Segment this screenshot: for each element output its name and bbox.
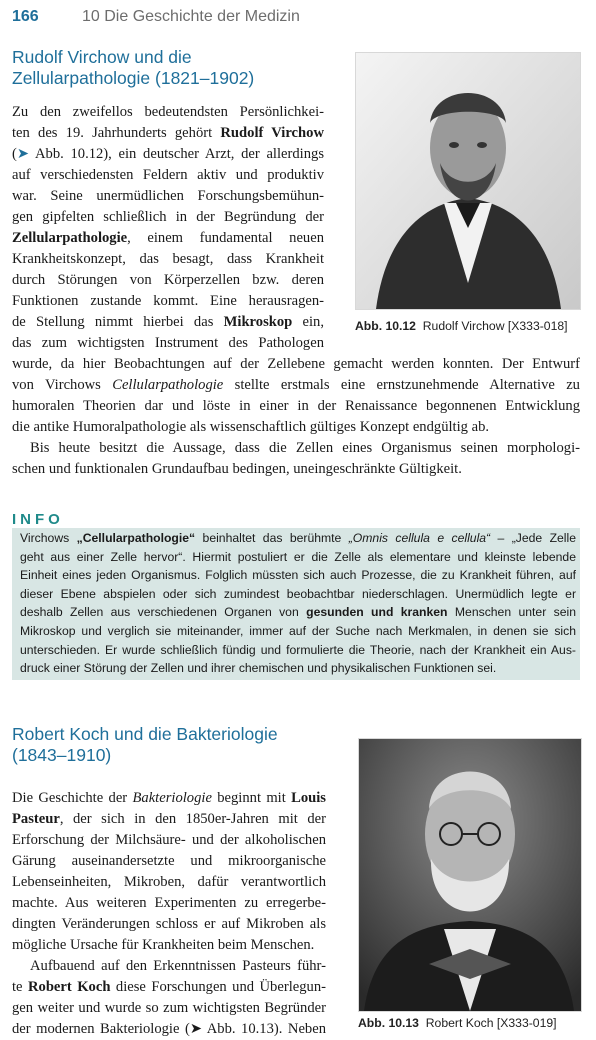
section-title-virchow [12, 47, 254, 89]
text-span: de Stellung nimmt hierbei das [12, 314, 214, 330]
figure-caption-text: Rudolf Virchow [X333-018] [422, 319, 568, 333]
info-line [20, 603, 576, 622]
section-title-line: Robert Koch und die Bakteriologie [12, 724, 278, 744]
text-line: gen weiter und wurde so zum wichtigsten Begründer [12, 1000, 326, 1016]
text-line [12, 788, 326, 809]
virchow-portrait [355, 52, 581, 310]
text-span: ( [12, 146, 17, 162]
text-line [12, 144, 324, 165]
info-line: dieser Ebene abspielen oder sich zumindest beobachtbar niederschlagen. Unermüdlich legte er [20, 586, 576, 601]
text-line: gen gipfelten schließlich in der Begründung der [12, 209, 324, 225]
bold-term: gesunden und kranken [306, 605, 448, 620]
text-span: – „Jede Zelle [490, 531, 576, 545]
bold-term: Robert Koch [27, 979, 111, 995]
info-line: geht aus einer Zelle hervor“. Hiermit postuliert er die Zelle als elementare und kleinste lebende [20, 549, 576, 564]
info-line [20, 529, 576, 548]
text-line: die antike Humoralpathologie als wissenschaftlich gültiges Konzept endgültig ab. [12, 419, 490, 435]
text-line: wurde, da hier Beobachtungen auf der Zellebene gemacht werden konnten. Der Entwurf [12, 356, 580, 372]
text-line [12, 375, 580, 396]
text-span: beginnt mit [211, 790, 292, 806]
text-line: Aufbauend auf den Erkenntnissen Pasteurs führ- [30, 958, 326, 974]
text-span: Menschen unter sein [447, 605, 576, 620]
info-text [20, 529, 576, 678]
page-number: 166 [12, 8, 39, 25]
text-span: stellte erstmals eine ernstzunehmende Alternative zu [223, 377, 580, 393]
text-span: beinhaltet das berühmte [195, 531, 349, 545]
text-span: Die Geschichte der [12, 790, 133, 806]
virchow-text-narrow [12, 102, 324, 354]
text-line: mögliche Ursache für Krankheiten beim Menschen. [12, 937, 315, 953]
chapter-title: 10 Die Geschichte der Medizin [82, 8, 300, 25]
italic-term: Bakteriologie [132, 790, 212, 806]
text-line: Erforschung der Milchsäure- und der alkoholischen [12, 832, 326, 848]
section-title-line: (1843–1910) [12, 745, 112, 765]
text-line: humoralen Theorien dar und löste in einer in der Renaissance begonnenen Entwicklung [12, 398, 580, 414]
text-line: Bis heute besitzt die Aussage, dass die Zellen eines Organismus seinen morphologi- [30, 440, 580, 456]
text-line: Zu den zweifellos bedeutendsten Persönlichkei- [12, 104, 324, 120]
info-label: INFO [12, 511, 64, 528]
bold-term: Pasteur [12, 811, 60, 827]
section-title-line: Rudolf Virchow und die [12, 47, 192, 67]
text-span: Virchows [20, 531, 77, 545]
bold-term: Zellularpathologie [12, 230, 128, 246]
section-title-koch [12, 724, 278, 766]
text-line: Lebenseinheiten, Mikroben, dafür verantwortlich [12, 874, 326, 890]
text-line [12, 809, 326, 830]
portrait-image [359, 739, 581, 1011]
text-line: war. Seine unermüdlichen Forschungsbemühun- [12, 188, 324, 204]
info-line: druck einer Störung der Zellen und ihrer chemischen und physikalischen Funktionen sei. [20, 661, 497, 676]
figure-label: Abb. 10.13 [358, 1016, 419, 1030]
text-line: Funktionen zustande kommt. Eine herausragen- [12, 293, 324, 309]
text-line: der modernen Bakteriologie (➤ Abb. 10.13). Neben [12, 1021, 326, 1037]
italic-term: Cellularpathologie [112, 377, 224, 393]
text-span: , einem fundamental neuen [127, 230, 324, 246]
text-line: schen und funktionalen Grundaufbau bedingen, uneingeschränkte Gültigkeit. [12, 461, 462, 477]
text-span: ten des 19. Jahrhunderts gehört [12, 125, 213, 141]
info-line: Einheit eines jeden Organismus. Folglich müssten sich auch Prozesse, die zu Krankheit führen, auf [20, 568, 576, 583]
bold-term: Mikroskop [223, 314, 293, 330]
info-line: unterschieden. Er wurde schließlich fündig und formulierte die Theorie, nach der Krankheit ein Aus- [20, 642, 576, 657]
text-line [12, 123, 324, 144]
figure-caption-text: Robert Koch [X333-019] [425, 1016, 557, 1030]
bold-term: Rudolf Virchow [220, 125, 324, 141]
info-box [12, 528, 580, 680]
text-line [12, 228, 324, 249]
section-title-line: Zellularpathologie (1821–1902) [12, 68, 255, 88]
text-span: deshalb Zellen aus verschiedenen Organen von [20, 605, 307, 620]
bold-term: Louis [291, 790, 326, 806]
text-span: von Virchows [12, 377, 101, 393]
info-line: Mikroskop und verglich sie miteinander, immer auf der Suche nach Merkmalen, in denen sie sich [20, 623, 576, 638]
figure-reference[interactable]: Abb. 10.12), ein deutscher Arzt, der allerdings [29, 146, 324, 162]
text-span: ein, [292, 314, 324, 330]
text-line: das zum wichtigsten Instrument des Pathologen [12, 335, 324, 351]
text-span: , der sich in den 1850er-Jahren mit der [59, 811, 326, 827]
text-line [12, 312, 324, 333]
text-line: dingten Veränderungen schloss er auf Mikroben als [12, 916, 326, 932]
text-line: Gärung auseinandersetzte und mikroorganische [12, 853, 326, 869]
text-line: machte. Aus weiteren Experimenten zu erregerbe- [12, 895, 326, 911]
text-line: Krankheitskonzept, das besagt, dass Krankheit [12, 251, 324, 267]
arrow-icon: ➤ [16, 146, 30, 162]
figure-caption-virchow [355, 319, 568, 333]
text-span: diese Forschungen und Überlegun- [110, 979, 326, 995]
figure-label: Abb. 10.12 [355, 319, 416, 333]
koch-portrait [358, 738, 582, 1012]
figure-caption-koch [358, 1016, 557, 1030]
text-line: durch Störungen von Körperzellen bzw. deren [12, 272, 324, 288]
koch-text [12, 788, 326, 1040]
text-line [12, 977, 326, 998]
page-header [12, 8, 592, 30]
italic-term: „Omnis cellula e cellula“ [348, 531, 491, 545]
bold-term: „Cellularpathologie“ [76, 531, 196, 545]
virchow-text-wide [12, 354, 580, 480]
text-span: te [12, 979, 28, 995]
portrait-image [356, 53, 580, 309]
text-line: auf verschiedensten Feldern aktiv und produktiv [12, 167, 324, 183]
